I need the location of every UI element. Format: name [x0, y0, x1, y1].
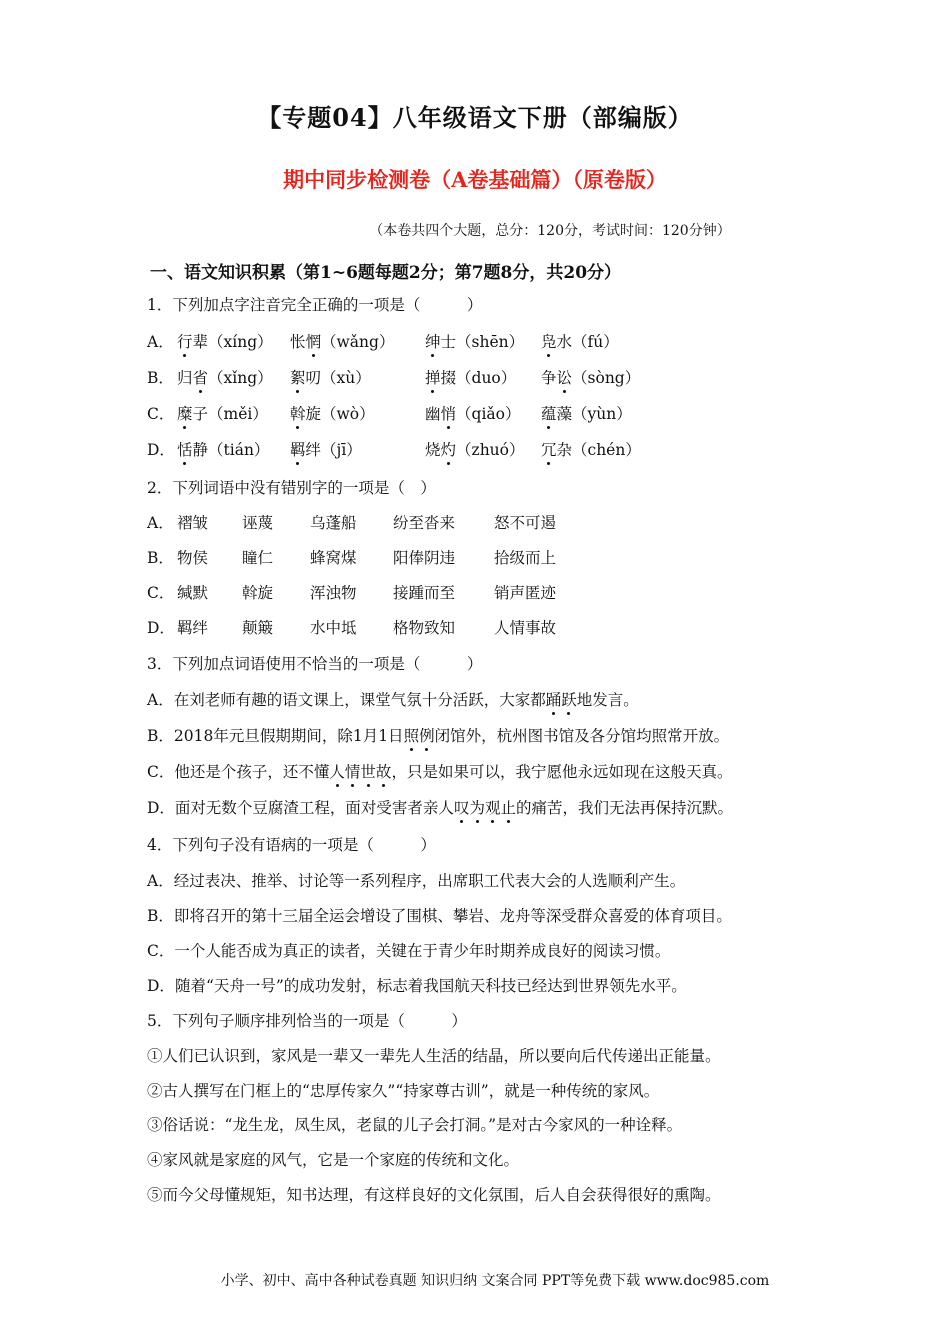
- pinyin-item: 怅惘（wǎng）: [290, 330, 394, 352]
- dotted-char: 絮: [290, 366, 306, 388]
- footer-text: 小学、初中、高中各种试卷真题 知识归纳 文案合同 PPT等免费下载 www.doc985.com: [220, 1273, 770, 1289]
- word-item: 拾级而上: [494, 549, 557, 567]
- pinyin-item: 绅士（shēn）: [425, 330, 524, 352]
- option-text: 一个人能否成为真正的读者，关键在于青少年时期养成良好的阅读习惯。: [174, 942, 671, 960]
- dotted-char: 讼: [557, 366, 573, 388]
- dotted-char: 叹: [454, 796, 470, 818]
- q1-stem: 1．下列加点字注音完全正确的一项是（ ）: [147, 296, 483, 314]
- word-item: 颠簸: [242, 619, 274, 637]
- dotted-char: 惘: [306, 330, 322, 352]
- q5-stem: 5．下列句子顺序排列恰当的一项是（ ）: [147, 1012, 467, 1030]
- option-label: A．: [147, 333, 174, 351]
- pinyin-item: 凫水（fú）: [541, 330, 619, 352]
- document-subtitle: 期中同步检测卷（A卷基础篇）（原卷版）: [283, 167, 667, 192]
- dotted-char: 故: [376, 760, 392, 782]
- q4-option: [147, 939, 670, 961]
- word-item: 纷至沓来: [393, 514, 456, 532]
- dotted-char: 恬: [177, 438, 193, 460]
- option-label: C．: [147, 942, 175, 960]
- pinyin-item: 恬静（tián）: [177, 438, 269, 460]
- pinyin-item: 羁绊（jī）: [290, 438, 362, 460]
- dotted-word: [454, 799, 516, 817]
- word-item: 浑浊物: [310, 584, 357, 602]
- word-item: 缄默: [177, 584, 209, 602]
- word-item: 阳俸阴违: [393, 549, 456, 567]
- dotted-word: [329, 763, 391, 781]
- dotted-char: 羁: [290, 438, 306, 460]
- pinyin-item: 冗杂（chén）: [541, 438, 641, 460]
- word-item: 羁绊: [177, 619, 209, 637]
- dotted-char: 冗: [541, 438, 557, 460]
- dotted-char: 糜: [177, 402, 193, 424]
- option-label: B．: [147, 549, 174, 567]
- dotted-char: 世: [360, 760, 376, 782]
- dotted-char: 绅: [425, 330, 441, 352]
- word-item: 瞳仁: [242, 549, 274, 567]
- dotted-char: 省: [193, 366, 209, 388]
- dotted-char: 为: [469, 796, 485, 818]
- q4-stem: 4．下列句子没有语病的一项是（ ）: [147, 836, 436, 854]
- dotted-char: 照: [404, 724, 420, 746]
- pinyin-item: 归省（xǐng）: [177, 366, 273, 388]
- dotted-char: 例: [419, 724, 435, 746]
- document-title: 【专题04】八年级语文下册（部编版）: [257, 103, 693, 132]
- dotted-char: 斡: [290, 402, 306, 424]
- pinyin-item: 絮叨（xù）: [290, 366, 371, 388]
- dotted-char: 跃: [561, 688, 577, 710]
- option-label: C．: [147, 405, 175, 423]
- q4-option: [147, 904, 732, 926]
- word-item: 水中坻: [310, 619, 357, 637]
- q5-sentence: ③俗话说：“龙生龙，凤生凤，老鼠的儿子会打洞。”是对古今家风的一种诠释。: [147, 1116, 683, 1134]
- pinyin-item: 掸掇（duo）: [425, 366, 516, 388]
- option-label: D．: [147, 619, 175, 637]
- word-item: 褶皱: [177, 514, 209, 532]
- word-item: 乌蓬船: [310, 514, 357, 532]
- word-item: 销声匿迹: [494, 584, 557, 602]
- word-item: 诬蔑: [242, 514, 274, 532]
- dotted-char: 观: [485, 796, 501, 818]
- q3-option: B．2018年元旦假期期间，除1月1日照例闭馆外，杭州图书馆及各分馆均照常开放。: [147, 724, 729, 746]
- option-label: B．: [147, 369, 174, 387]
- dotted-char: 掸: [425, 366, 441, 388]
- option-label: D．: [147, 977, 175, 995]
- option-text: 即将召开的第十三届全运会增设了围棋、攀岩、龙舟等深受群众喜爱的体育项目。: [173, 907, 732, 925]
- option-label: C．: [147, 584, 175, 602]
- exam-note: （本卷共四个大题，总分：120分，考试时间：120分钟）: [369, 223, 731, 239]
- q3-option: D．面对无数个豆腐渣工程，面对受害者亲人叹为观止的痛苦，我们无法再保持沉默。: [147, 796, 733, 818]
- q3-stem: 3．下列加点词语使用不恰当的一项是（ ）: [147, 655, 483, 673]
- dotted-char: 凫: [541, 330, 557, 352]
- q4-option: [147, 869, 685, 891]
- pinyin-item: 斡旋（wò）: [290, 402, 375, 424]
- pinyin-item: 蕴藻（yùn）: [541, 402, 632, 424]
- q5-sentence: ④家风就是家庭的风气，它是一个家庭的传统和文化。: [147, 1151, 520, 1169]
- word-item: 格物致知: [393, 619, 456, 637]
- q3-option: A．在刘老师有趣的语文课上，课堂气氛十分活跃，大家都踊跃地发言。: [147, 688, 639, 710]
- dotted-char: 情: [345, 760, 361, 782]
- dotted-char: 悄: [441, 402, 457, 424]
- q4-option: [147, 974, 687, 996]
- dotted-char: 蕴: [541, 402, 557, 424]
- word-item: 蜂窝煤: [310, 549, 357, 567]
- dotted-char: 人: [329, 760, 345, 782]
- pinyin-item: 糜子（měi）: [177, 402, 268, 424]
- dotted-word: [404, 727, 435, 745]
- dotted-char: 行: [177, 330, 193, 352]
- word-item: 接踵而至: [393, 584, 456, 602]
- pinyin-item: 幽悄（qiǎo）: [425, 402, 520, 424]
- q5-sentence: ⑤而今父母懂规矩，知书达理，有这样良好的文化氛围，后人自会获得很好的熏陶。: [147, 1186, 721, 1204]
- option-label: A．: [147, 514, 174, 532]
- pinyin-item: 烧灼（zhuó）: [425, 438, 525, 460]
- option-label: D．: [147, 441, 175, 459]
- dotted-char: 踊: [546, 688, 562, 710]
- section-heading: 一、语文知识积累（第1~6题每题2分；第7题8分，共20分）: [150, 263, 622, 283]
- word-item: 物侯: [177, 549, 209, 567]
- option-label: A．: [147, 872, 174, 890]
- option-text: 经过表决、推举、讨论等一系列程序，出席职工代表大会的人选顺利产生。: [173, 872, 686, 890]
- option-label: B．: [147, 907, 174, 925]
- dotted-char: 止: [500, 796, 516, 818]
- dotted-word: [546, 691, 577, 709]
- pinyin-item: 行辈（xíng）: [177, 330, 273, 352]
- q2-stem: 2．下列词语中没有错别字的一项是（ ）: [147, 479, 436, 497]
- q3-option: C．他还是个孩子，还不懂人情世故，只是如果可以，我宁愿他永远如现在这般天真。: [147, 760, 732, 782]
- dotted-char: 灼: [441, 438, 457, 460]
- option-text: 随着“天舟一号”的成功发射，标志着我国航天科技已经达到世界领先水平。: [174, 977, 687, 995]
- word-item: 斡旋: [242, 584, 274, 602]
- pinyin-item: 争讼（sòng）: [541, 366, 640, 388]
- word-item: 人情事故: [494, 619, 557, 637]
- word-item: 怒不可遏: [494, 514, 557, 532]
- q5-sentence: ②古人撰写在门框上的“忠厚传家久”“持家尊古训”，就是一种传统的家风。: [147, 1082, 660, 1100]
- q5-sentence: ①人们已认识到，家风是一辈又一辈先人生活的结晶，所以要向后代传递出正能量。: [147, 1047, 721, 1065]
